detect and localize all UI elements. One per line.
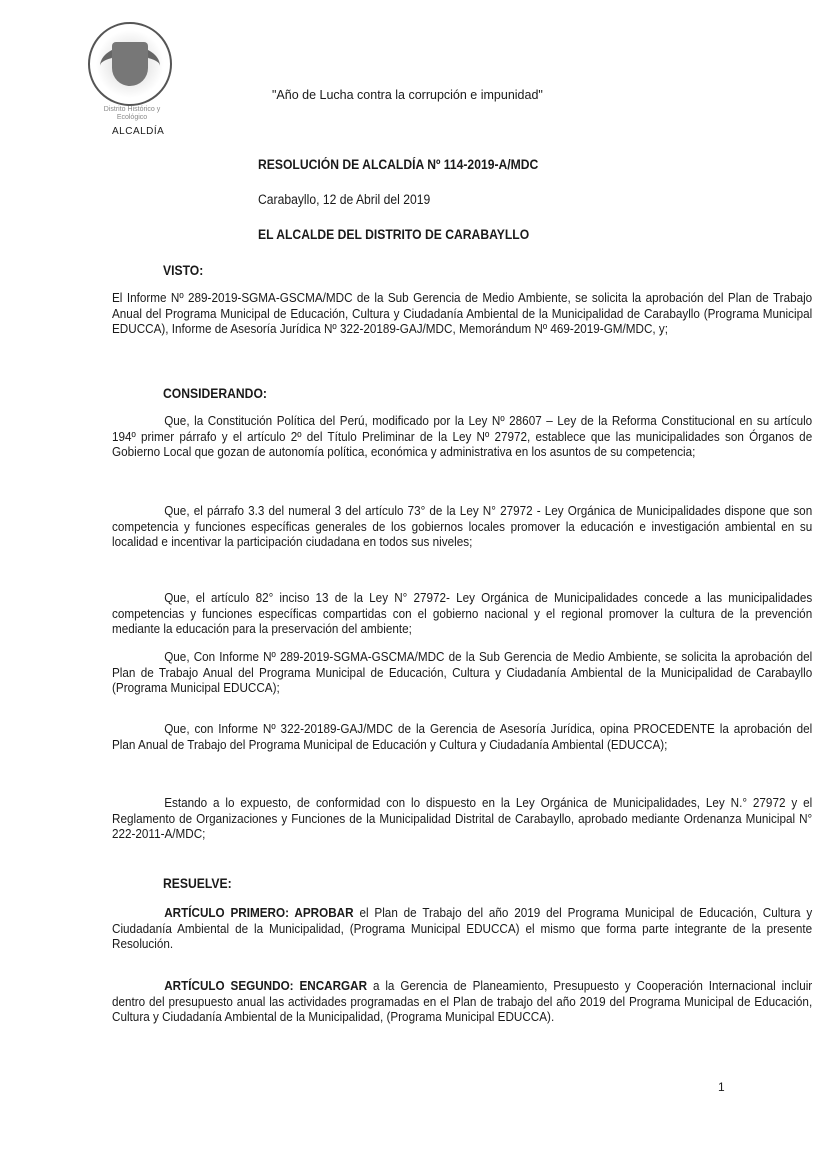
shield-icon xyxy=(112,42,148,86)
article-second xyxy=(112,978,812,1025)
considerando-paragraph: Que, con Informe Nº 322-20189-GAJ/MDC de la Gerencia de Asesoría Jurídica, opina PROCEDENTE la aprobación del Plan Anual de Trabajo del Programa Municipal de Educación y Cultura y Ciudadanía Ambiental (EDUCCA); xyxy=(112,721,813,752)
visto-paragraph: El Informe Nº 289-2019-SGMA-GSCMA/MDC de la Sub Gerencia de Medio Ambiente, se solicita la aprobación del Plan de Trabajo Anual del Programa Municipal de Educación, Cultura y Ciudadanía Ambiental de la Municipalidad de Carabayllo (Programa Municipal EDUCCA), Informe de Asesoría Jurídica Nº 322-20189-GAJ/MDC, Memorándum Nº 469-2019-GM/MDC, y; xyxy=(112,290,813,337)
article-text: a la Gerencia de Planeamiento, Presupuesto y Cooperación Internacional incluir dentro del presupuesto anual las actividades programadas en el Plan de trabajo del año 2019 del Programa Municipal de Educación, Cultura y Ciudadanía Ambiental de la Municipalidad, (Programa Municipal EDUCCA). xyxy=(112,978,813,1025)
article-label: ARTÍCULO PRIMERO: APROBAR xyxy=(164,905,354,920)
seal-subtitle: Distrito Histórico y Ecológico xyxy=(103,106,161,121)
office-label: ALCALDÍA xyxy=(112,126,165,137)
considerando-heading: CONSIDERANDO: xyxy=(163,386,267,401)
considerando-paragraph: Que, el artículo 82° inciso 13 de la Ley N° 27972- Ley Orgánica de Municipalidades concede a las municipalidades competencias y funciones específicas compartidas con el gobierno nacional y el regional promover la cultura de la prevención mediante la educación para la preservación del ambiente; xyxy=(112,590,813,637)
resolution-date: Carabayllo, 12 de Abril del 2019 xyxy=(258,192,431,207)
resuelve-heading: RESUELVE: xyxy=(163,876,232,891)
considerando-paragraph: Que, el párrafo 3.3 del numeral 3 del artículo 73° de la Ley N° 27972 - Ley Orgánica de Municipalidades dispone que son competencia y funciones específicas generales de los gobiernos locales promover la educación e investigación ambiental en su localidad e incentivar la participación ciudadana en todos sus niveles; xyxy=(112,503,813,550)
considerando-paragraph: Estando a lo expuesto, de conformidad con lo dispuesto en la Ley Orgánica de Municipalidades, Ley N.° 27972 y el Reglamento de Organizaciones y Funciones de la Municipalidad Distrital de Carabayllo, aprobado mediante Ordenanza Municipal N° 222-2011-A/MDC; xyxy=(112,795,813,842)
municipal-seal-logo xyxy=(88,22,172,106)
considerando-paragraph: Que, Con Informe Nº 289-2019-SGMA-GSCMA/MDC de la Sub Gerencia de Medio Ambiente, se solicita la aprobación del Plan de Trabajo Anual del Programa Municipal de Educación, Cultura y Ciudadanía Ambiental de la Municipalidad de Carabayllo (Programa Municipal EDUCCA); xyxy=(112,649,813,696)
page-number: 1 xyxy=(718,1080,725,1094)
visto-heading: VISTO: xyxy=(163,263,204,278)
considerando-paragraph: Que, la Constitución Política del Perú, modificado por la Ley Nº 28607 – Ley de la Reforma Constitucional en su artículo 194º primer párrafo y el artículo 2º del Título Preliminar de la Ley Nº 27972, establece que las municipalidades son Órganos de Gobierno Local que gozan de autonomía política, económica y administrativa en los asuntos de su competencia; xyxy=(112,413,813,460)
authority-heading: EL ALCALDE DEL DISTRITO DE CARABAYLLO xyxy=(258,227,530,242)
year-motto: "Año de Lucha contra la corrupción e impunidad" xyxy=(272,88,543,102)
article-text: el Plan de Trabajo del año 2019 del Programa Municipal de Educación, Cultura y Ciudadanía Ambiental de la Municipalidad, (Programa Municipal EDUCCA) el mismo que forma parte integrante de la presente Resolución. xyxy=(112,905,813,952)
resolution-title: RESOLUCIÓN DE ALCALDÍA Nº 114-2019-A/MDC xyxy=(258,157,539,172)
article-first xyxy=(112,905,812,952)
article-label: ARTÍCULO SEGUNDO: ENCARGAR xyxy=(164,978,368,993)
